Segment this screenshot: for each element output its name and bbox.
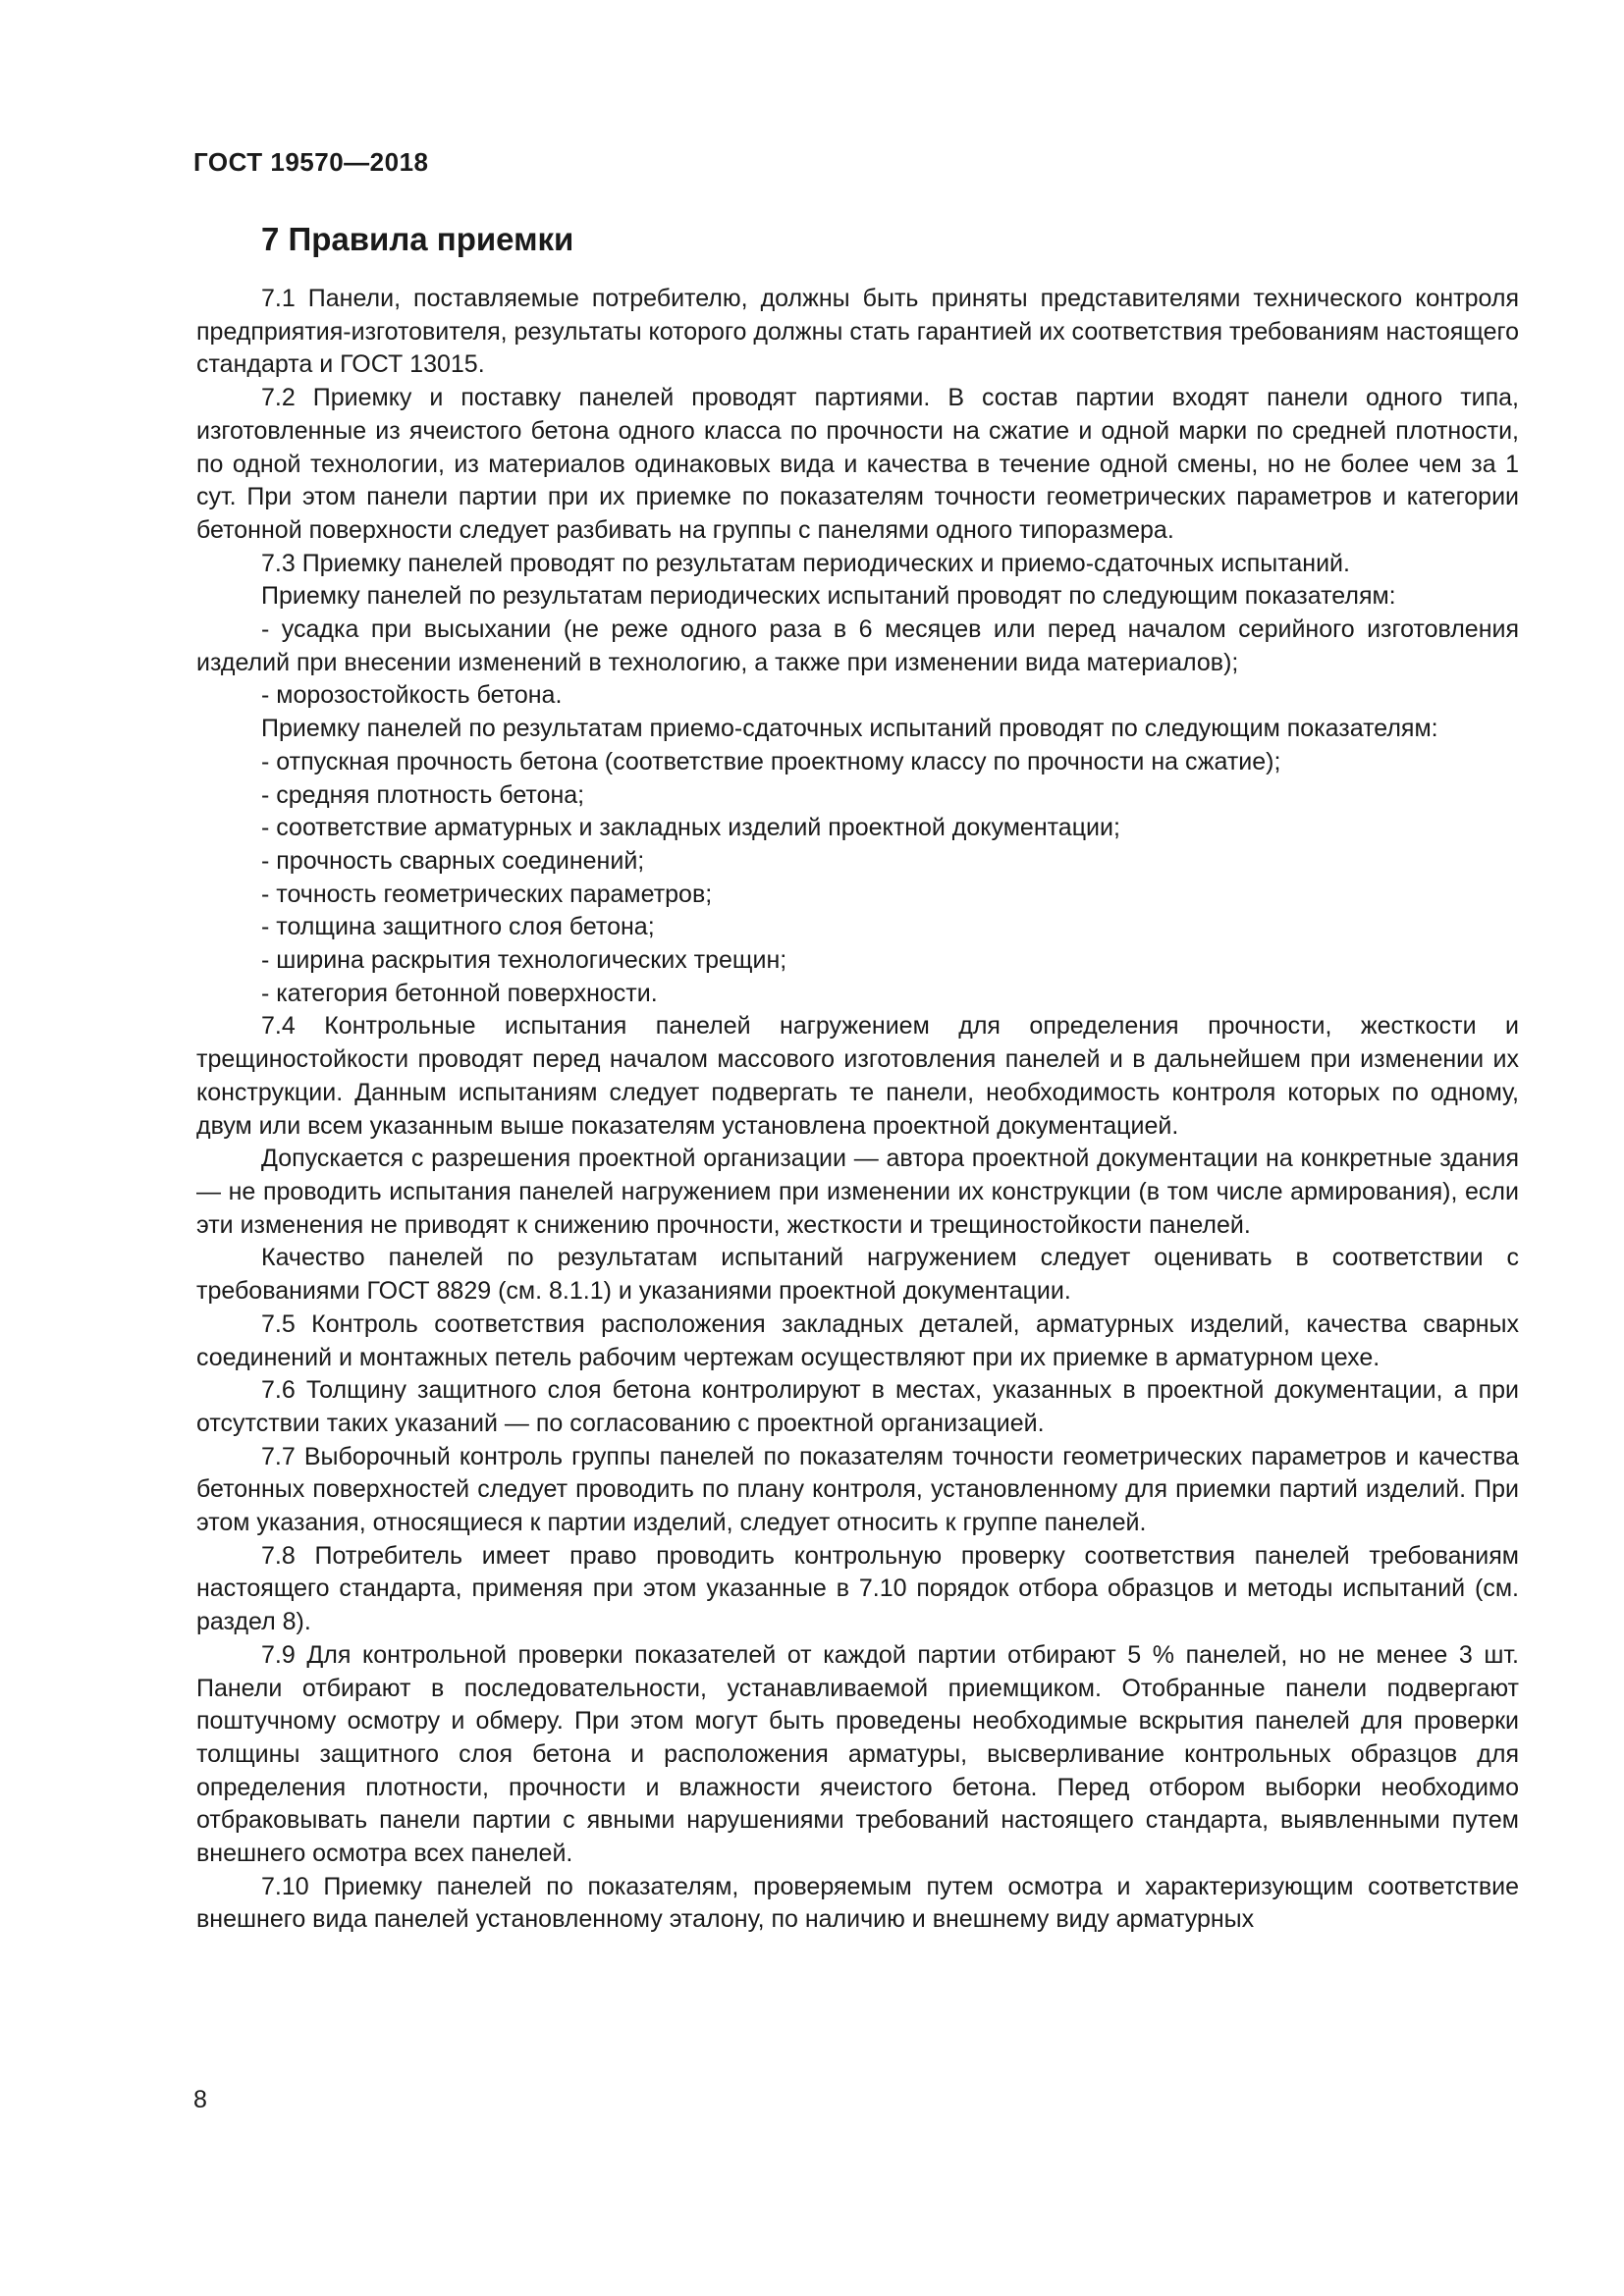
- paragraph: 7.7 Выборочный контроль группы панелей по показателям точности геометрических параметров и качества бетонных поверхностей следует проводить по плану контроля, установленному для приемки партий изделий. При этом указания, относящиеся к партии изделий, следует относить к группе панелей.: [196, 1442, 1519, 1537]
- paragraph: Качество панелей по результатам испытаний нагружением следует оценивать в соответствии с требованиями ГОСТ 8829 (см. 8.1.1) и указаниями проектной документации.: [196, 1244, 1519, 1306]
- list-item: - ширина раскрытия технологических трещин;: [261, 946, 787, 975]
- document-header: ГОСТ 19570—2018: [193, 147, 429, 177]
- paragraph: 7.9 Для контрольной проверки показателей от каждой партии отбирают 5 % панелей, но не менее 3 шт. Панели отбирают в последовательности, устанавливаемой приемщиком. Отобранные панели подвергают поштучному осмотру и обмеру. При этом могут быть проведены необходимые вскрытия панелей для проверки толщины защитного слоя бетона и расположения арматуры, высверливание контрольных образцов для определения плотности, прочности и влажности ячеистого бетона. Перед отбором выборки необходимо отбраковывать панели партии с явными нарушениями требований настоящего стандарта, выявленными путем внешнего осмотра всех панелей.: [196, 1640, 1519, 1868]
- body-text: [196, 283, 1519, 1937]
- list-item: - толщина защитного слоя бетона;: [261, 913, 655, 941]
- paragraph: Приемку панелей по результатам периодических испытаний проводят по следующим показателям:: [261, 582, 1396, 611]
- paragraph: 7.4 Контрольные испытания панелей нагружением для определения прочности, жесткости и трещиностойкости проводят перед началом массового изготовления панелей и в дальнейшем при изменении их конструкции. Данным испытаниям следует подвергать те панели, необходимость контроля которых по одному, двум или всем указанным выше показателям установлена проектной документацией.: [196, 1012, 1519, 1140]
- section-title: 7 Правила приемки: [261, 221, 574, 257]
- list-item: - точность геометрических параметров;: [261, 880, 713, 908]
- paragraph: - усадка при высыхании (не реже одного раза в 6 месяцев или перед началом серийного изготовления изделий при внесении изменений в технологию, а также при изменении вида материалов);: [196, 615, 1519, 676]
- paragraph: 7.10 Приемку панелей по показателям, проверяемым путем осмотра и характеризующим соответствие внешнего вида панелей установленному эталону, по наличию и внешнему виду арматурных: [196, 1872, 1519, 1934]
- paragraph: 7.5 Контроль соответствия расположения закладных деталей, арматурных изделий, качества сварных соединений и монтажных петель рабочим чертежам осуществляют при их приемке в арматурном цехе.: [196, 1309, 1519, 1371]
- paragraph: 7.8 Потребитель имеет право проводить контрольную проверку соответствия панелей требованиям настоящего стандарта, применяя при этом указанные в 7.10 порядок отбора образцов и методы испытаний (см. раздел 8).: [196, 1541, 1519, 1636]
- list-item: - прочность сварных соединений;: [261, 846, 645, 875]
- paragraph: - морозостойкость бетона.: [261, 681, 563, 710]
- paragraph: 7.6 Толщину защитного слоя бетона контролируют в местах, указанных в проектной документации, а при отсутствии таких указаний — по согласованию с проектной организацией.: [196, 1376, 1519, 1437]
- list-item: - соответствие арматурных и закладных изделий проектной документации;: [261, 814, 1120, 842]
- list-item: - отпускная прочность бетона (соответствие проектному классу по прочности на сжатие);: [261, 747, 1281, 775]
- paragraph: 7.2 Приемку и поставку панелей проводят партиями. В состав партии входят панели одного типа, изготовленные из ячеистого бетона одного класса по прочности на сжатие и одной марки по средней плотности, по одной технологии, из материалов одинаковых вида и качества в течение одной смены, но не более чем за 1 сут. При этом панели партии при их приемке по показателям точности геометрических параметров и категории бетонной поверхности следует разбивать на группы с панелями одного типоразмера.: [196, 384, 1519, 544]
- paragraph: 7.3 Приемку панелей проводят по результатам периодических и приемо-сдаточных испытаний.: [261, 549, 1350, 577]
- page-number: 8: [193, 2086, 207, 2113]
- paragraph: Допускается с разрешения проектной организации — автора проектной документации на конкретные здания — не проводить испытания панелей нагружением при изменении их конструкции (в том числе армирования), если эти изменения не приводят к снижению прочности, жесткости и трещиностойкости панелей.: [196, 1145, 1519, 1239]
- paragraph: Приемку панелей по результатам приемо-сдаточных испытаний проводят по следующим показателям:: [261, 715, 1438, 743]
- list-item: - средняя плотность бетона;: [261, 780, 585, 809]
- list-item: - категория бетонной поверхности.: [261, 979, 658, 1007]
- paragraph: 7.1 Панели, поставляемые потребителю, должны быть приняты представителями технического контроля предприятия-изготовителя, результаты которого должны стать гарантией их соответствия требованиям настоящего стандарта и ГОСТ 13015.: [196, 285, 1519, 379]
